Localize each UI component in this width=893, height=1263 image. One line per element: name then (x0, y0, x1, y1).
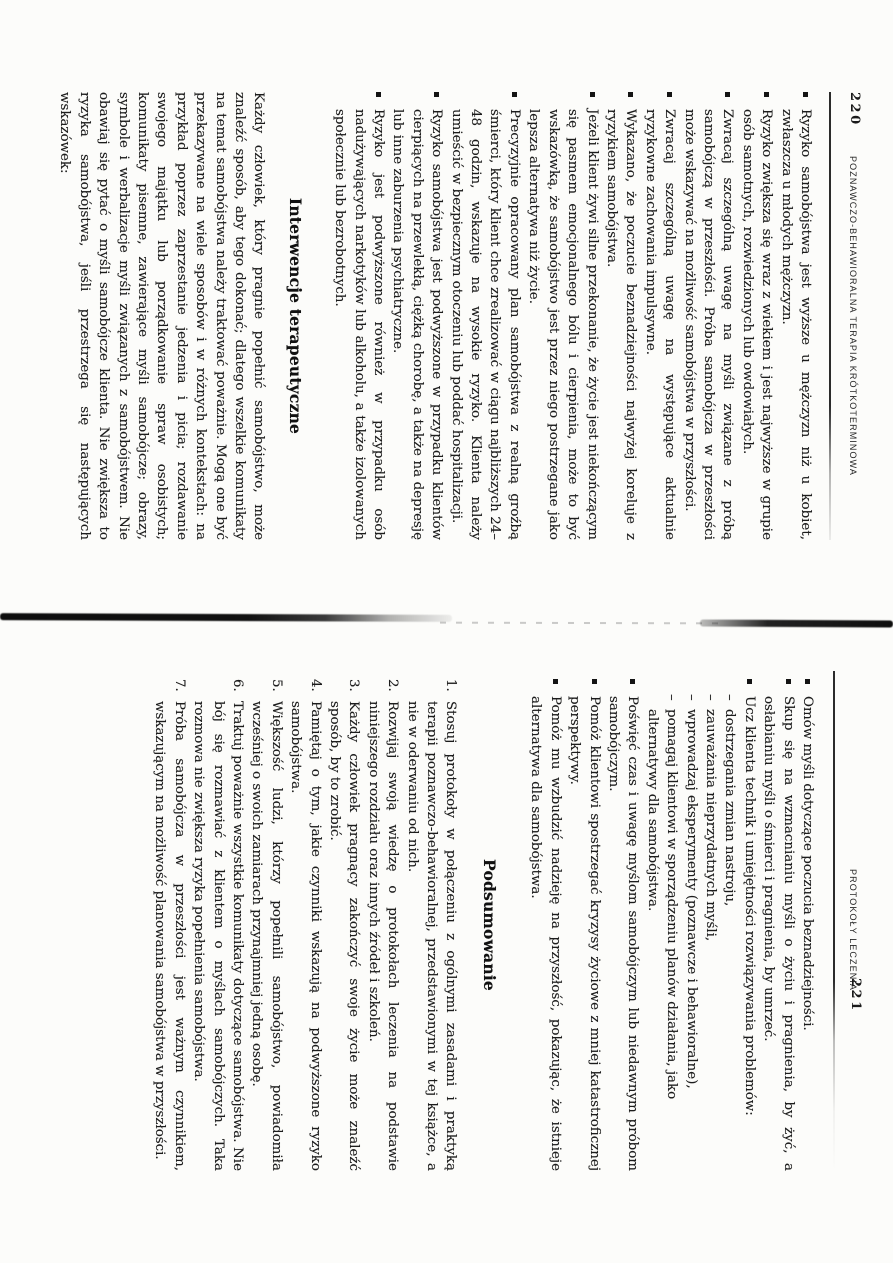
bullet-text: Ryzyko jest podwyższone również w przypadku osób nadużywających narkotyków lub alkoholu, a także izolowanych społecznie lub bezrobotnych. (332, 109, 387, 540)
numbered-item (247, 679, 286, 1171)
bullet-square-icon (524, 92, 602, 109)
page-number: 221 (848, 978, 863, 1013)
running-head-rule (829, 92, 831, 540)
item-text: Traktuj poważnie wszystkie komunikaty dotyczące samobójstwa. Nie bój się rozmawiać z klientem o myślach samobójczych. Taka rozmowa nie zwiększa ryzyka popełnienia samobójstwa. (191, 701, 246, 1171)
bullet-square-icon (602, 92, 641, 109)
item-text: Rozwijaj swoją wiedzę o protokołach leczenia na podstawie niniejszego rozdziału oraz innych źródeł i szkoleń. (365, 701, 401, 1171)
item-number: 7. (171, 679, 187, 692)
list-item (739, 679, 758, 1171)
list-item (604, 679, 643, 1171)
numbered-item (150, 679, 189, 1171)
running-head-rule (833, 671, 835, 1171)
list-item (526, 679, 565, 1171)
page-220-scan (0, 0, 893, 631)
sublist-item (720, 694, 739, 1171)
list-item (524, 92, 602, 540)
bullet-square-icon (526, 679, 565, 696)
bullet-square-icon (640, 92, 679, 109)
bullet-text: Wykazano, że poczucie beznadziejności najwyżej koreluje z ryzykiem samobójstwa. (603, 109, 639, 540)
bullet-square-icon (446, 92, 524, 109)
item-number: 6. (230, 679, 246, 692)
item-text: Każdy człowiek pragnący zakończyć swoje życie może znaleźć sposób, by to zrobić. (327, 701, 362, 1171)
item-number: 1. (443, 679, 459, 692)
list-item (565, 679, 604, 1171)
item-text: Pamiętaj o tym, jakie czynniki wskazują na podwyższone ryzyko samobójstwa. (288, 701, 323, 1171)
bullet-square-icon (759, 679, 798, 696)
section-heading: Interwencje terapeutyczne (285, 197, 305, 435)
running-head-title: POZNAWCZO-BEHAWIORALNA TERAPIA KRÓTKOTERMINOWA (848, 156, 858, 476)
bullet-text: Ryzyko zwiększa się wraz z wiekiem i jest najwyższe w grupie osób samotnych, rozwiedzionych lub owdowiałych. (739, 109, 775, 540)
bullet-text: Precyzyjnie opracowany plan samobójstwa z realną groźbą śmierci, który klient chce zrealizować w ciągu najbliższych 24–48 godzin, wskazuje na wysokie ryzyko. Klienta należy umieścić w bezpiecznym otoczeniu lub poddać hospitalizacji. (448, 109, 522, 540)
bullet-text: Pomóż klientowi spostrzegać kryzysy życiowe z mniej katastroficznej perspektywy. (567, 696, 602, 1171)
sublist-text: pomagaj klientowi w sporządzeniu planów działania, jako alternatywy dla samobójstwa. (644, 709, 680, 1100)
page-220-text-block (55, 92, 815, 540)
bullet-text: Poświęć czas i uwagę myślom samobójczym lub niedawnym próbom samobójczym. (605, 696, 641, 1171)
bullet-square-icon (388, 92, 446, 109)
section-heading: Podsumowanie (479, 859, 499, 991)
sublist-text: zauważania nieprzydatnych myśli, (702, 709, 718, 942)
bullet-text: Ryzyko samobójstwa jest podwyższone w przypadku klientów cierpiących na przewlekłą, ciężką chorobę, a także na depresję lub inne zaburzenia psychiatryczne. (390, 109, 445, 540)
sublist-item (642, 694, 681, 1171)
list-item (602, 92, 641, 540)
bullet-square-icon (565, 679, 604, 696)
item-number: 3. (346, 679, 362, 692)
dash-marker: – (702, 694, 718, 701)
bullet-text: Omów myśli dotyczące poczucia beznadziejności. (800, 696, 815, 1031)
numbered-item (363, 679, 402, 1171)
list-item (737, 92, 776, 540)
numbered-item (189, 679, 247, 1171)
list-item (679, 92, 737, 540)
item-text: Próba samobójcza w przeszłości jest ważnym czynnikiem, wskazującym na możliwość planowania samobójstwa w przyszłości. (152, 701, 187, 1171)
list-item (330, 92, 388, 540)
bullet-square-icon (739, 679, 758, 696)
bullet-square-icon (737, 92, 776, 109)
bullet-square-icon (330, 92, 388, 109)
bullet-square-icon (679, 92, 737, 109)
running-head-220 (841, 92, 863, 540)
page-number: 220 (847, 92, 862, 127)
dash-sublist (642, 694, 739, 1171)
sublist-text: dostrzegania zmian nastroju, (722, 709, 738, 907)
scan-gutter-artifact (700, 619, 893, 627)
numbered-item (402, 679, 460, 1171)
sublist-text: wprowadzaj eksperymenty (poznawcze i behawioralne), (683, 709, 699, 1089)
bullet-text: Zwracaj szczególną uwagę na myśli związane z próbą samobójczą w przeszłości. Próba samobójcza w przeszłości może wskazywać na możliwość samobójstwa w przyszłości. (681, 109, 736, 540)
numbered-item (325, 679, 364, 1171)
item-text: Większość ludzi, którzy popełnili samobójstwo, powiadomiła wcześniej o swoich zamiarach przynajmniej jedną osobę. (249, 701, 284, 1171)
numbered-item (286, 679, 325, 1171)
list-item (759, 679, 798, 1171)
item-number: 2. (385, 679, 401, 692)
bullet-square-icon (798, 679, 817, 696)
list-item (776, 92, 815, 540)
bullet-text: Skup się na wzmacnianiu myśli o życiu i pragnienia, by żyć, a osłabianiu myśli o śmierci i pragnienia, by umrzeć. (761, 696, 796, 1171)
list-item (640, 92, 679, 540)
running-head-title: PROTOKOŁY LECZENIA (848, 869, 858, 991)
item-number: 5. (268, 679, 284, 692)
bullet-text: Zwracaj szczególną uwagę na występujące aktualnie ryzykowne zachowania impulsywne. (642, 109, 678, 540)
dash-marker: – (683, 694, 699, 701)
sublist-item (701, 694, 720, 1171)
list-item (446, 92, 524, 540)
dash-marker: – (722, 694, 738, 701)
page-221-scan (0, 631, 893, 1262)
item-number: 4. (307, 679, 323, 692)
bullet-text: Jeżeli klient żywi silne przekonanie, że życie jest niekończącym się pasmem emocjonalnego bólu i cierpienia, może to być wskazówką, że samobójstwo jest przez niego postrzegane jako lepsza alternatywa niż życie. (526, 109, 600, 540)
list-item (798, 679, 817, 1171)
item-text: Stosuj protokoły w połączeniu z ogólnymi zasadami i praktyką terapii poznawczo-behawioralnej, przedstawionymi w tej książce, a nie w oderwaniu od nich. (404, 701, 459, 1171)
bullet-text: Ucz klienta technik i umiejętności rozwiązywania problemów: (741, 696, 757, 1116)
list-item (388, 92, 446, 540)
bullet-text: Pomóż mu wzbudzić nadzieję na przyszłość, pokazując, że istnieje alternatywa dla samobójstwa. (528, 696, 563, 1171)
sublist-item (681, 694, 700, 1171)
bullet-square-icon (776, 92, 815, 109)
bullet-text: Ryzyko samobójstwa jest wyższe u mężczyzn niż u kobiet, zwłaszcza u młodych mężczyzn. (778, 109, 813, 540)
dash-marker: – (664, 694, 680, 701)
bullet-square-icon (604, 679, 643, 696)
body-paragraph: Każdy człowiek, który pragnie popełnić samobójstwo, może znaleźć sposób, aby tego dokonać; dlatego wszelkie komunikaty na temat samobójstwa należy traktować poważnie. Mogą one być przekazywane na wiele sposobów i w różnych kontekstach: na przykład poprzez zaprzestanie jedzenia i picia; rozdawanie swojego majątku lub porządkowanie spraw osobistych; komunikaty pisemne, zawierające myśli samobójcze; obrazy, symbole i werbalizacje myśli związanych z samobójstwem. Nie obawiaj się pytać o myśli samobójcze klienta. Nie zwiększa to ryzyka samobójstwa, jeśli przestrzega się następujących wskazówek: (57, 92, 267, 540)
page-221-text-block (150, 679, 817, 1171)
